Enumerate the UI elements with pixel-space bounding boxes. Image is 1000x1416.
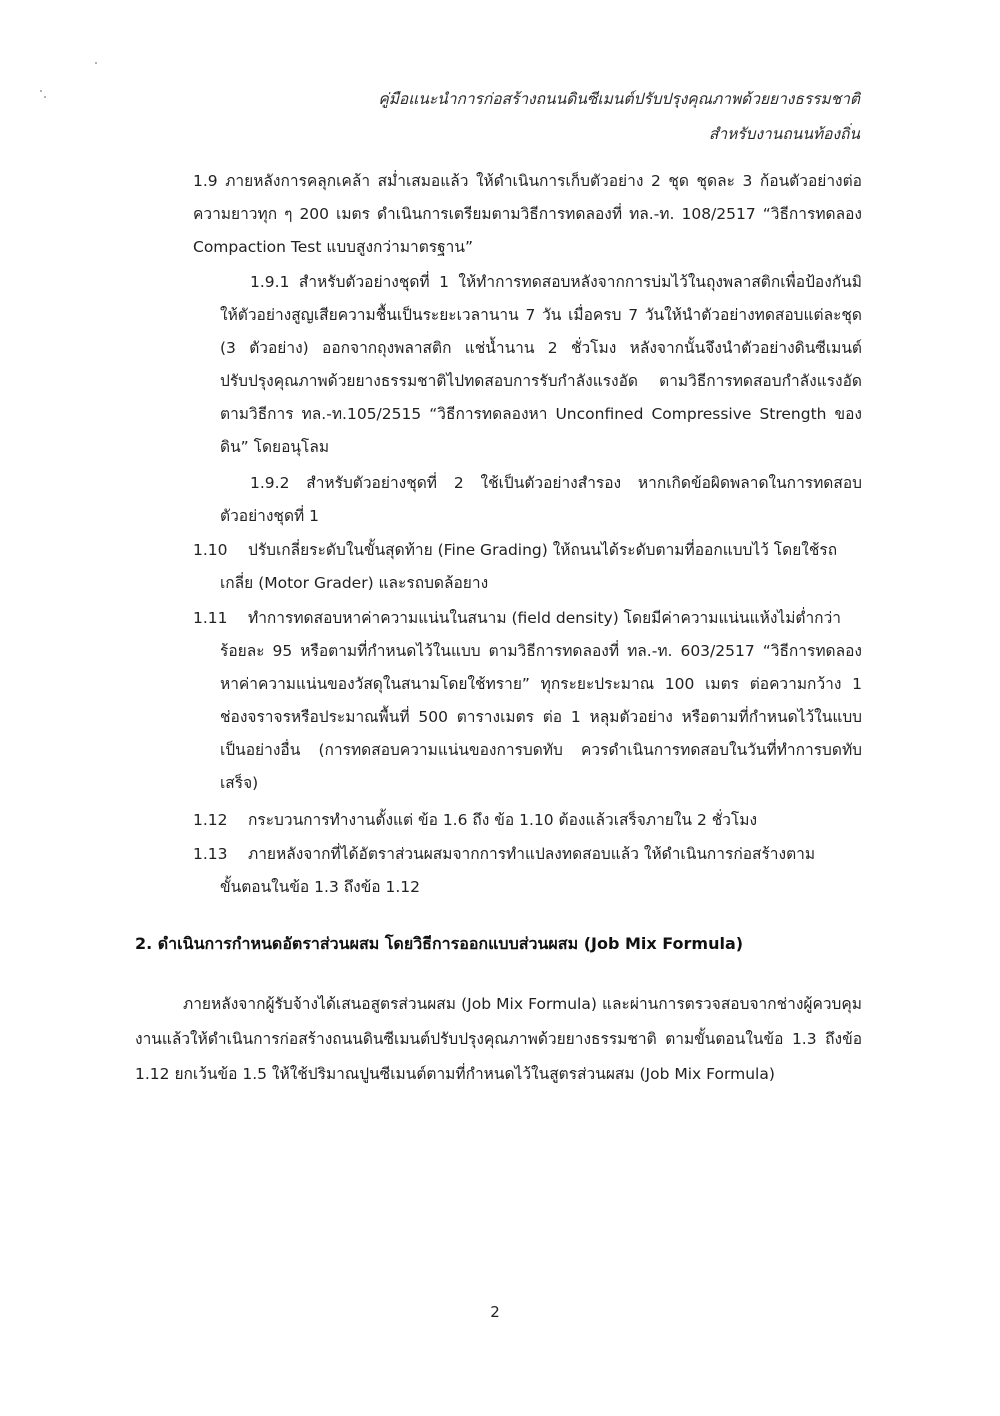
item-1-13-rest: ขั้นตอนในข้อ 1.3 ถึงข้อ 1.12 [220, 878, 421, 896]
section-2-body: ภายหลังจากผู้รับจ้างได้เสนอสูตรส่วนผสม (Job Mix Formula) และผ่านการตรวจสอบจากช่างผู้ควบคุมงานแล้วให้ดำเนินการก่อสร้างถนนดินซีเมนต์ปรับปรุงคุณภาพด้วยยางธรรมชาติ ตามขั้นตอนในข้อ 1.3 ถึงข้อ 1.12 ยกเว้นข้อ 1.5 ให้ใช้ปริมาณปูนซีเมนต์ตามที่กำหนดไว้ในสูตรส่วนผสม (Job Mix Formula) [135, 995, 862, 1083]
item-1-12-text: กระบวนการทำงานตั้งแต่ ข้อ 1.6 ถึง ข้อ 1.10 ต้องแล้วเสร็จภายใน 2 ชั่วโมง [248, 811, 758, 829]
running-header [378, 82, 860, 152]
item-1-13-number: 1.13 [193, 845, 228, 863]
item-1-11-first-line: ทำการทดสอบหาค่าความแน่นในสนาม (field density) โดยมีค่าความแน่นแห้งไม่ต่ำกว่า [248, 609, 841, 627]
item-1-10-number: 1.10 [193, 541, 228, 559]
page-number: 2 [490, 1303, 500, 1321]
scan-speck [44, 96, 46, 98]
header-title: คู่มือแนะนำการก่อสร้างถนนดินซีเมนต์ปรับปรุงคุณภาพด้วยยางธรรมชาติ [378, 90, 860, 108]
item-1-9 [193, 165, 862, 264]
scan-speck [40, 90, 42, 92]
header-subtitle: สำหรับงานถนนท้องถิ่น [708, 125, 860, 143]
item-1-9-1: 1.9.1 สำหรับตัวอย่างชุดที่ 1 ให้ทำการทดสอบหลังจากการบ่มไว้ในถุงพลาสติกเพื่อป้องกันมิให้ตัวอย่างสูญเสียความชื้นเป็นระยะเวลานาน 7 วัน เมื่อครบ 7 วันให้นำตัวอย่างทดสอบแต่ละชุด (3 ตัวอย่าง) ออกจากถุงพลาสติก แช่น้ำนาน 2 ชั่วโมง หลังจากนั้นจึงนำตัวอย่างดินซีเมนต์ปรับปรุงคุณภาพด้วยยางธรรมชาติไปทดสอบการรับกำลังแรงอัด ตามวิธีการทดสอบกำลังแรงอัดตามวิธีการ ทล.-ท.105/2515 “วิธีการทดลองหา Unconfined Compressive Strength ของดิน” โดยอนุโลม [220, 273, 862, 456]
item-1-9-text: 1.9 ภายหลังการคลุกเคล้า สม่ำเสมอแล้ว ให้ดำเนินการเก็บตัวอย่าง 2 ชุด ชุดละ 3 ก้อนตัวอย่างต่อความยาวทุก ๆ 200 เมตร ดำเนินการเตรียมตามวิธีการทดลองที่ ทล.-ท. 108/2517 “วิธีการทดลอง Compaction Test แบบสูงกว่ามาตรฐาน” [193, 172, 862, 256]
section-2-heading: 2. ดำเนินการกำหนดอัตราส่วนผสม โดยวิธีการออกแบบส่วนผสม (Job Mix Formula) [135, 934, 744, 953]
item-1-10-first-line: ปรับเกลี่ยระดับในขั้นสุดท้าย (Fine Grading) ให้ถนนได้ระดับตามที่ออกแบบไว้ โดยใช้รถ [248, 541, 838, 559]
item-1-11-number: 1.11 [193, 609, 228, 627]
item-1-9-2: 1.9.2 สำหรับตัวอย่างชุดที่ 2 ใช้เป็นตัวอย่างสำรอง หากเกิดข้อผิดพลาดในการทดสอบตัวอย่างชุดที่ 1 [220, 474, 862, 525]
item-1-11-rest: ร้อยละ 95 หรือตามที่กำหนดไว้ในแบบ ตามวิธีการทดลองที่ ทล.-ท. 603/2517 “วิธีการทดลองหาค่าความแน่นของวัสดุในสนามโดยใช้ทราย” ทุกระยะประมาณ 100 เมตร ต่อความกว้าง 1 ช่องจราจรหรือประมาณพื้นที่ 500 ตารางเมตร ต่อ 1 หลุมตัวอย่าง หรือตามที่กำหนดไว้ในแบบเป็นอย่างอื่น (การทดสอบความแน่นของการบดทับ ควรดำเนินการทดสอบในวันที่ทำการบดทับเสร็จ) [220, 642, 862, 792]
item-1-10-rest: เกลี่ย (Motor Grader) และรถบดล้อยาง [220, 574, 489, 592]
scan-speck [95, 62, 97, 64]
item-1-12-number: 1.12 [193, 811, 228, 829]
item-1-13-first-line: ภายหลังจากที่ได้อัตราส่วนผสมจากการทำแปลงทดสอบแล้ว ให้ดำเนินการก่อสร้างตาม [248, 845, 816, 863]
